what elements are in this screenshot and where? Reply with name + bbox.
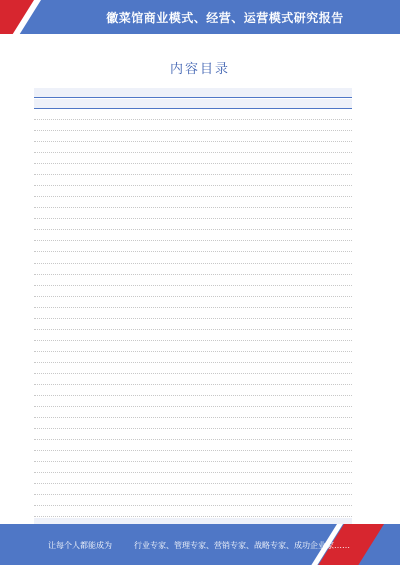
toc-entry[interactable]: [34, 253, 352, 263]
toc-entry[interactable]: [34, 121, 352, 131]
table-of-contents: [34, 88, 352, 520]
toc-entry[interactable]: [34, 496, 352, 506]
toc-entry[interactable]: [34, 309, 352, 319]
toc-entry[interactable]: [34, 165, 352, 175]
toc-entry[interactable]: [34, 143, 352, 153]
toc-entry-page: [347, 115, 352, 119]
toc-entry-page: [347, 435, 352, 439]
toc-entry-page: [347, 259, 352, 263]
toc-entry-page: [347, 413, 352, 417]
toc-entry-page: [347, 512, 352, 516]
toc-entry[interactable]: [34, 463, 352, 473]
toc-entry-page: [347, 424, 352, 428]
toc-entry[interactable]: [34, 364, 352, 374]
toc-entry[interactable]: [34, 110, 352, 120]
toc-entry-page: [347, 192, 352, 196]
toc-entry[interactable]: [34, 386, 352, 396]
toc-entry[interactable]: [34, 132, 352, 142]
toc-entry-page: [347, 380, 352, 384]
toc-entry-page: [347, 446, 352, 450]
toc-entry[interactable]: [34, 375, 352, 385]
toc-entry-page: [347, 314, 352, 318]
toc-entry[interactable]: [34, 320, 352, 330]
toc-entry[interactable]: [34, 88, 352, 98]
toc-entry-page: [347, 93, 352, 97]
toc-entry-page: [347, 170, 352, 174]
toc-entry[interactable]: [34, 242, 352, 252]
toc-entry[interactable]: [34, 485, 352, 495]
toc-entry-page: [347, 214, 352, 218]
toc-entry-page: [347, 247, 352, 251]
toc-entry-page: [347, 281, 352, 285]
toc-entry-page: [347, 336, 352, 340]
toc-entry-page: [347, 490, 352, 494]
toc-entry[interactable]: [34, 220, 352, 230]
toc-entry[interactable]: [34, 474, 352, 484]
toc-entry-page: [347, 270, 352, 274]
toc-entry-page: [347, 203, 352, 207]
toc-entry-page: [347, 501, 352, 505]
toc-entry[interactable]: [34, 187, 352, 197]
toc-entry-page: [347, 457, 352, 461]
toc-entry-page: [347, 104, 352, 108]
toc-entry[interactable]: [34, 231, 352, 241]
toc-entry-page: [347, 126, 352, 130]
toc-entry[interactable]: [34, 507, 352, 517]
toc-entry[interactable]: [34, 287, 352, 297]
report-title: 徽菜馆商业模式、经营、运营模式研究报告: [106, 11, 344, 25]
toc-entry[interactable]: [34, 452, 352, 462]
toc-entry-page: [347, 236, 352, 240]
toc-entry[interactable]: [34, 265, 352, 275]
toc-entry-page: [347, 148, 352, 152]
toc-entry-page: [347, 402, 352, 406]
toc-entry-page: [347, 325, 352, 329]
toc-entry-page: [347, 479, 352, 483]
toc-entry-page: [347, 303, 352, 307]
toc-entry[interactable]: [34, 419, 352, 429]
toc-entry[interactable]: [34, 408, 352, 418]
toc-entry[interactable]: [34, 331, 352, 341]
toc-entry-page: [347, 137, 352, 141]
toc-entry-page: [347, 468, 352, 472]
toc-entry-page: [347, 391, 352, 395]
toc-heading: 内容目录: [169, 62, 230, 77]
toc-entry[interactable]: [34, 198, 352, 208]
toc-entry-page: [347, 225, 352, 229]
toc-entry-page: [347, 347, 352, 351]
toc-entry-page: [347, 292, 352, 296]
toc-entry[interactable]: [34, 99, 352, 109]
toc-entry[interactable]: [34, 176, 352, 186]
toc-entry[interactable]: [34, 276, 352, 286]
toc-entry[interactable]: [34, 397, 352, 407]
toc-entry[interactable]: [34, 154, 352, 164]
toc-entry-page: [347, 369, 352, 373]
footer-bar: [0, 524, 400, 565]
toc-entry-page: [347, 159, 352, 163]
toc-entry-page: [347, 358, 352, 362]
toc-entry-page: [347, 181, 352, 185]
toc-entry[interactable]: [34, 342, 352, 352]
toc-entry[interactable]: [34, 353, 352, 363]
toc-entry[interactable]: [34, 430, 352, 440]
footer-slogan-roles: 行业专家、管理专家、营销专家、战略专家、成功企业家……: [134, 541, 350, 550]
toc-entry[interactable]: [34, 209, 352, 219]
header-bar: [0, 0, 400, 34]
footer-slogan-lead: 让每个人都能成为: [48, 541, 112, 550]
toc-entry[interactable]: [34, 298, 352, 308]
toc-entry[interactable]: [34, 441, 352, 451]
